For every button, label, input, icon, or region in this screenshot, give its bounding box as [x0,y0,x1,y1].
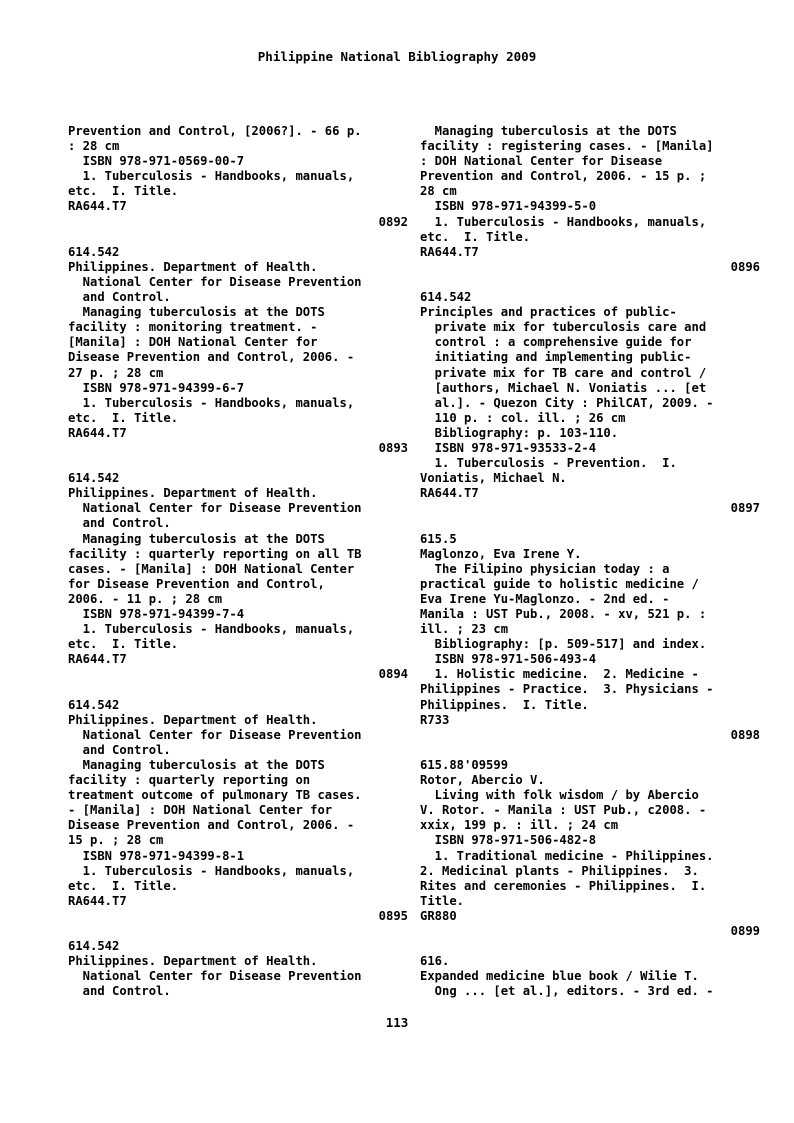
entry-line: 1. Traditional medicine - Philippines. [420,848,714,863]
blank-line [68,230,408,245]
entry-line: etc. I. Title. [68,878,179,893]
entry-line: The Filipino physician today : a [420,561,670,576]
entry-line: ISBN 978-971-94399-6-7 [68,380,245,395]
entry-line: 614.542 [420,290,472,305]
entry-line: private mix for TB care and control / [420,365,707,380]
entry-line: initiating and implementing public- [420,350,692,365]
page-header: Philippine National Bibliography 2009 [257,49,537,64]
entry-line: Living with folk wisdom / by Abercio [420,788,699,803]
entry-line: for Disease Prevention and Control, [68,576,325,591]
entry-line: and Control. [68,984,171,999]
entry-line: facility : monitoring treatment. - [68,320,318,335]
entry-line: Bibliography: p. 103-110. [420,425,619,440]
page-number: 113 [385,1015,409,1030]
entry-line: National Center for Disease Prevention [68,969,362,984]
left-column [68,124,408,999]
entry-line: Title. [420,893,465,908]
entry-line: - [Manila] : DOH National Center for [68,803,333,818]
entry-line: National Center for Disease Prevention [68,727,362,742]
entry-line: RA644.T7 [420,486,479,501]
entry-line: Philippines. Department of Health. [68,486,318,501]
entry-number: 0897 [730,501,760,516]
entry-line: Managing tuberculosis at the DOTS [68,757,325,772]
entry-line: Philippines. Department of Health. [68,712,318,727]
entry-line: V. Rotor. - Manila : UST Pub., c2008. - [420,803,707,818]
entry-line: ISBN 978-971-94399-8-1 [68,848,245,863]
entry-line: 28 cm [420,184,457,199]
entry-number: 0894 [378,667,408,682]
entry-number: 0898 [730,727,760,742]
entry-line: GR880 [420,908,457,923]
entry-line: ISBN 978-971-506-482-8 [420,833,597,848]
entry-line: 614.542 [68,939,120,954]
blank-line [420,516,760,531]
entry-line: facility : quarterly reporting on all TB [68,546,362,561]
entry-line: private mix for tuberculosis care and [420,320,707,335]
entry-line: Managing tuberculosis at the DOTS [68,531,325,546]
entry-line: Expanded medicine blue book / Wilie T. [420,969,699,984]
entry-line: 614.542 [68,471,120,486]
entry-line: al.]. - Quezon City : PhilCAT, 2009. - [420,395,714,410]
entry-line: Manila : UST Pub., 2008. - xv, 521 p. : [420,607,707,621]
entry-line: R733 [420,712,450,727]
entry-number: 0896 [730,259,760,274]
entry-line: Managing tuberculosis at the DOTS [68,305,325,320]
entry-line: 2006. - 11 p. ; 28 cm [68,591,223,606]
entry-line: 1. Tuberculosis - Handbooks, manuals, [68,622,355,637]
entry-line: ISBN 978-971-94399-7-4 [68,607,245,621]
entry-line: Philippines. I. Title. [420,697,589,712]
entry-line: Principles and practices of public- [420,305,677,320]
entry-line: cases. - [Manila] : DOH National Center [68,561,355,576]
entry-line: : 28 cm [68,139,120,154]
entry-line: practical guide to holistic medicine / [420,576,699,591]
entry-line: etc. I. Title. [68,637,179,652]
entry-line: Bibliography: [p. 509-517] and index. [420,637,707,652]
entry-line: Rites and ceremonies - Philippines. I. [420,878,707,893]
entry-line: and Control. [68,516,171,531]
entry-line: : DOH National Center for Disease [420,154,663,169]
entry-line: Rotor, Abercio V. [420,773,545,788]
entry-line: 614.542 [68,697,120,712]
entry-line: Maglonzo, Eva Irene Y. [420,546,582,561]
entry-line: 1. Tuberculosis - Prevention. I. [420,456,677,471]
entry-line: Managing tuberculosis at the DOTS [420,124,677,138]
entry-number: 0895 [378,908,408,923]
entry-line: 614.542 [68,244,120,259]
entry-line: 1. Tuberculosis - Handbooks, manuals, [68,863,355,878]
entry-line: Philippines - Practice. 3. Physicians - [420,682,714,697]
entry-line: Disease Prevention and Control, 2006. - [68,818,355,833]
entry-line: and Control. [68,742,171,757]
entry-line: Philippines. Department of Health. [68,954,318,969]
blank-line [420,743,760,758]
entry-line: etc. I. Title. [68,184,179,199]
entry-line: RA644.T7 [68,893,127,908]
entry-line: Prevention and Control, 2006. - 15 p. ; [420,169,707,184]
entry-line: ISBN 978-971-94399-5-0 [420,199,597,214]
entry-line: RA644.T7 [68,199,127,214]
blank-line [420,275,760,290]
entry-line: 1. Holistic medicine. 2. Medicine - [420,667,699,682]
entry-line: xxix, 199 p. : ill. ; 24 cm [420,818,619,833]
entry-line: 616. [420,954,450,969]
blank-line [68,456,408,471]
entry-line: National Center for Disease Prevention [68,501,362,516]
blank-line [68,924,408,939]
entry-line: [Manila] : DOH National Center for [68,335,318,350]
entry-line: 615.5 [420,531,457,546]
entry-number: 0892 [378,214,408,229]
entry-line: 110 p. : col. ill. ; 26 cm [420,410,626,425]
entry-line: Ong ... [et al.], editors. - 3rd ed. - [420,984,714,999]
entry-number: 0899 [730,923,760,938]
entry-line: control : a comprehensive guide for [420,335,692,350]
entry-line: ISBN 978-971-93533-2-4 [420,440,597,455]
entry-line: [authors, Michael N. Voniatis ... [et [420,380,707,395]
entry-line: 1. Tuberculosis - Handbooks, manuals, [420,214,707,229]
blank-line [420,939,760,954]
blank-line [68,682,408,697]
entry-line: Eva Irene Yu-Maglonzo. - 2nd ed. - [420,591,670,606]
entry-line: facility : registering cases. - [Manila] [420,139,714,154]
entry-line: ill. ; 23 cm [420,622,509,637]
entry-line: etc. I. Title. [68,410,179,425]
entry-line: RA644.T7 [420,244,479,259]
entry-line: treatment outcome of pulmonary TB cases. [68,788,362,803]
entry-line: Philippines. Department of Health. [68,259,318,274]
entry-line: Voniatis, Michael N. [420,471,567,486]
entry-line: 27 p. ; 28 cm [68,365,164,380]
entry-line: Prevention and Control, [2006?]. - 66 p. [68,124,362,138]
entry-line: National Center for Disease Prevention [68,274,362,289]
entry-line: 1. Tuberculosis - Handbooks, manuals, [68,395,355,410]
entry-line: 2. Medicinal plants - Philippines. 3. [420,863,699,878]
entry-line: etc. I. Title. [420,229,531,244]
entry-line: RA644.T7 [68,425,127,440]
entry-number: 0893 [378,440,408,455]
entry-line: and Control. [68,290,171,305]
entry-line: facility : quarterly reporting on [68,773,311,788]
entry-line: 15 p. ; 28 cm [68,833,164,848]
entry-line: ISBN 978-971-506-493-4 [420,652,597,667]
entry-line: 1. Tuberculosis - Handbooks, manuals, [68,169,355,184]
entry-line: RA644.T7 [68,652,127,667]
entry-line: ISBN 978-971-0569-00-7 [68,154,245,169]
right-column [420,124,760,999]
entry-line: Disease Prevention and Control, 2006. - [68,350,355,365]
entry-line: 615.88'09599 [420,757,509,772]
